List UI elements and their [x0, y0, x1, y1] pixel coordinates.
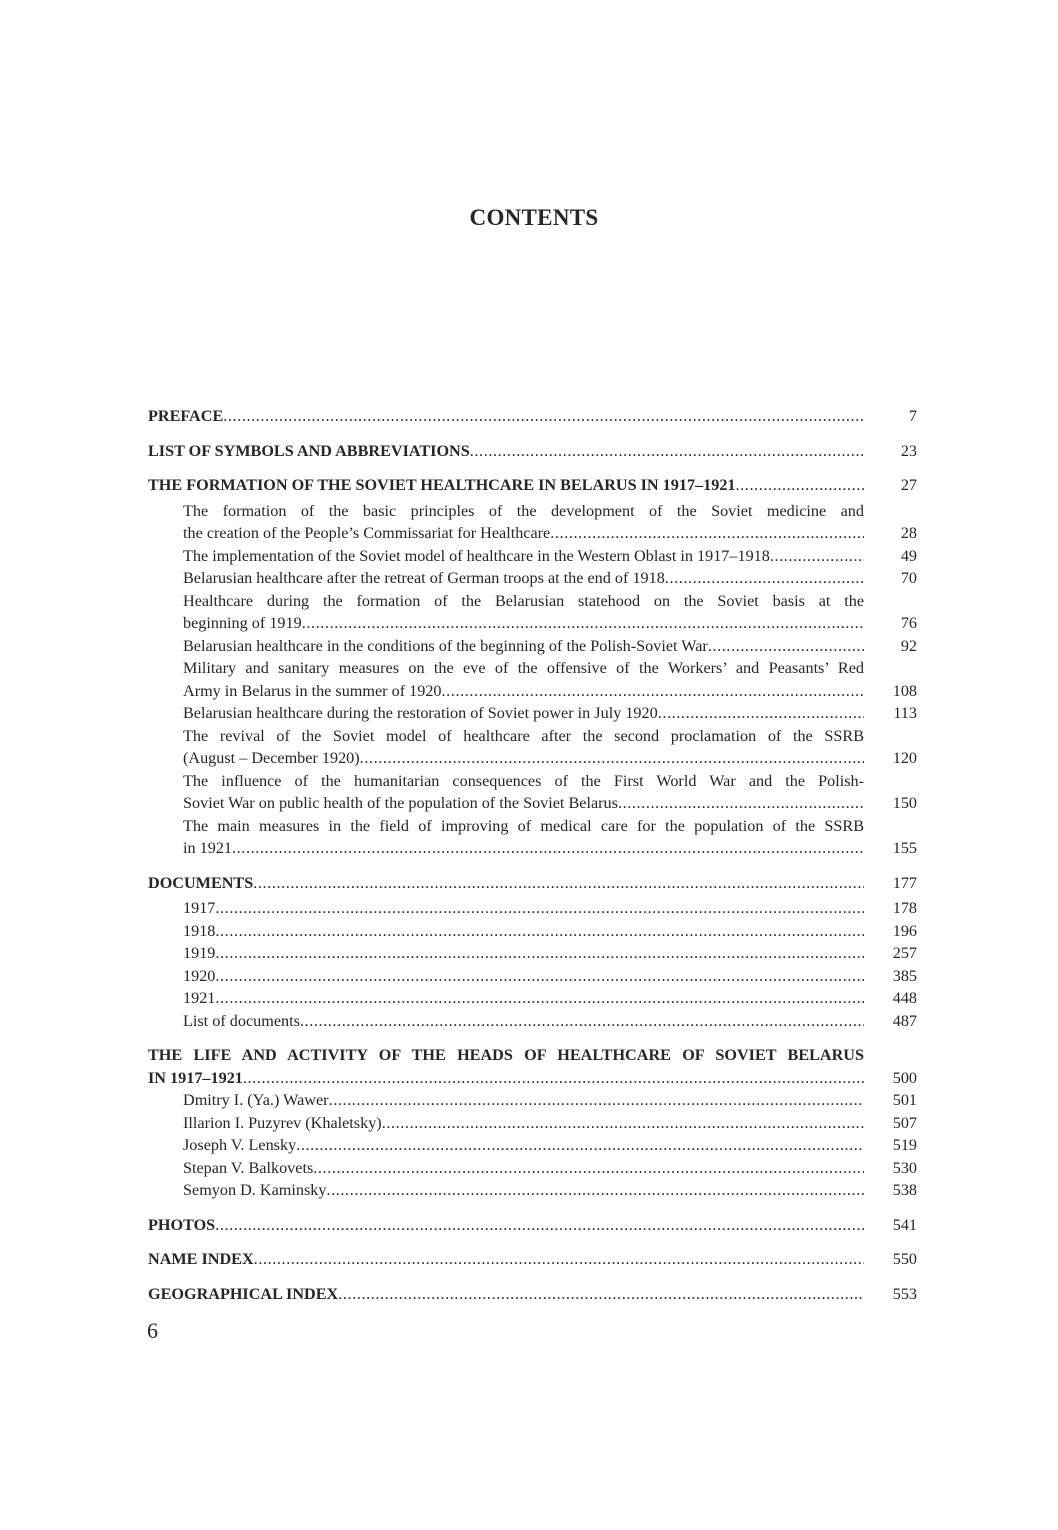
dot-leader	[708, 635, 864, 658]
dot-leader	[215, 942, 864, 965]
dot-leader	[470, 440, 864, 463]
dot-leader	[326, 1179, 864, 1202]
toc-page-number: 120	[892, 749, 917, 767]
toc-page-number: 553	[892, 1284, 917, 1303]
toc-page-number: 178	[892, 899, 917, 917]
toc-subsection	[148, 1089, 920, 1112]
toc-title: IN 1917–1921	[148, 1068, 243, 1087]
toc-title-line: Healthcare during the formation of the Belarusian statehood on the Soviet basis at the	[183, 591, 864, 610]
toc-page-number: 196	[892, 921, 917, 940]
toc-title-line: Military and sanitary measures on the eve of the offensive of the Workers’ and Peasants’ Red	[183, 659, 864, 677]
toc-title: Soviet War on public health of the population of the Soviet Belarus	[183, 794, 618, 812]
toc-title: List of documents	[183, 1011, 300, 1030]
toc-subsection	[148, 965, 920, 988]
toc-title: 1917	[183, 899, 216, 917]
dot-leader	[313, 1157, 864, 1180]
toc-page-number: 27	[900, 476, 917, 494]
toc-title-line: THE LIFE AND ACTIVITY OF THE HEADS OF HEALTHCARE OF SOVIET BELARUS	[148, 1046, 864, 1064]
toc-subsection	[148, 657, 920, 702]
dot-leader	[215, 920, 864, 943]
table-of-contents	[148, 405, 920, 1305]
dot-leader	[223, 405, 864, 428]
toc-page-number: 70	[900, 569, 917, 587]
toc-page-number: 507	[892, 1113, 917, 1132]
dot-leader	[329, 1089, 864, 1112]
toc-subsection	[148, 635, 920, 658]
toc-page-number: 538	[892, 1181, 917, 1199]
dot-leader	[215, 897, 864, 920]
dot-leader	[665, 567, 864, 590]
toc-section	[148, 440, 920, 463]
toc-title: Semyon D. Kaminsky	[183, 1181, 327, 1199]
toc-title: Belarusian healthcare during the restoration of Soviet power in July 1920	[183, 704, 658, 722]
toc-title: Belarusian healthcare after the retreat of German troops at the end of 1918	[183, 569, 665, 587]
toc-page-number: 448	[892, 989, 917, 1007]
toc-subsection	[148, 1157, 920, 1180]
dot-leader	[338, 1283, 864, 1306]
toc-title-line: The influence of the humanitarian consequences of the First World War and the Polish-	[183, 771, 864, 790]
toc-title: DOCUMENTS	[148, 873, 254, 892]
toc-page-number: 519	[892, 1136, 917, 1154]
toc-page-number: 541	[892, 1215, 917, 1234]
toc-subsection	[148, 567, 920, 590]
toc-page-number: 23	[900, 441, 917, 460]
toc-title: NAME INDEX	[148, 1250, 254, 1268]
toc-title: THE FORMATION OF THE SOVIET HEALTHCARE IN BELARUS IN 1917–1921	[148, 476, 736, 494]
toc-section	[148, 872, 920, 895]
page-number: 6	[147, 1318, 158, 1343]
toc-title: 1918	[183, 921, 216, 940]
toc-subsection	[148, 987, 920, 1010]
toc-page-number: 385	[892, 966, 917, 985]
toc-page-number: 550	[892, 1250, 917, 1268]
toc-page-number: 257	[892, 944, 917, 962]
toc-page-number: 7	[908, 407, 917, 425]
dot-leader	[618, 792, 864, 815]
page-title: CONTENTS	[469, 205, 599, 230]
toc-subsection	[148, 897, 920, 920]
toc-page-number: 530	[892, 1158, 917, 1177]
dot-leader	[658, 702, 864, 725]
toc-title: 1920	[183, 966, 216, 985]
toc-page-number: 49	[900, 546, 917, 565]
dot-leader	[300, 1010, 864, 1033]
toc-title: in 1921	[183, 839, 233, 857]
toc-subsection	[148, 1010, 920, 1033]
toc-title: LIST OF SYMBOLS AND ABBREVIATIONS	[148, 441, 470, 460]
toc-title: Illarion I. Puzyrev (Khaletsky)	[183, 1113, 382, 1132]
toc-subsection	[148, 1179, 920, 1202]
toc-subsection	[148, 920, 920, 943]
dot-leader	[215, 987, 864, 1010]
toc-page-number: 108	[892, 681, 917, 700]
toc-title: PHOTOS	[148, 1215, 216, 1234]
dot-leader	[215, 965, 864, 988]
toc-title: The implementation of the Soviet model of healthcare in the Western Oblast in 1917–1918	[183, 546, 770, 565]
dot-leader	[253, 872, 864, 895]
toc-section	[148, 474, 920, 497]
toc-section	[148, 1248, 920, 1271]
toc-subsection	[148, 725, 920, 770]
toc-section	[148, 405, 920, 428]
toc-subsection	[148, 815, 920, 860]
toc-page-number: 113	[893, 704, 917, 722]
toc-title: beginning of 1919	[183, 614, 302, 632]
toc-title: Dmitry I. (Ya.) Wawer	[183, 1091, 329, 1109]
toc-title: Belarusian healthcare in the conditions of the beginning of the Polish-Soviet War	[183, 636, 708, 655]
toc-page-number: 150	[892, 794, 917, 812]
toc-page-number: 76	[900, 614, 917, 632]
toc-section	[148, 1044, 920, 1089]
toc-page-number: 487	[892, 1011, 917, 1030]
toc-page-number: 155	[892, 839, 917, 857]
dot-leader	[550, 522, 864, 545]
toc-subsection	[148, 770, 920, 815]
toc-subsection	[148, 500, 920, 545]
toc-page-number: 501	[892, 1091, 917, 1109]
toc-title: 1919	[183, 944, 216, 962]
toc-subsection	[148, 942, 920, 965]
toc-subsection	[148, 545, 920, 568]
dot-leader	[215, 1214, 864, 1237]
toc-title-line: The main measures in the field of improving of medical care for the population of the SSRB	[183, 816, 864, 835]
toc-title-line: The revival of the Soviet model of healthcare after the second proclamation of the SSRB	[183, 726, 864, 745]
dot-leader	[232, 837, 864, 860]
toc-title: Joseph V. Lensky	[183, 1136, 297, 1154]
toc-subsection	[148, 1112, 920, 1135]
toc-title-line: The formation of the basic principles of the development of the Soviet medicine and	[183, 501, 864, 520]
toc-title: Army in Belarus in the summer of 1920	[183, 681, 442, 700]
toc-subsection	[148, 702, 920, 725]
dot-leader	[736, 474, 864, 497]
toc-title: PREFACE	[148, 407, 224, 425]
toc-title: 1921	[183, 989, 216, 1007]
toc-subsection	[148, 1134, 920, 1157]
toc-title: Stepan V. Balkovets	[183, 1158, 314, 1177]
dot-leader	[254, 1248, 864, 1271]
toc-title: the creation of the People’s Commissariat for Healthcare	[183, 524, 551, 542]
toc-section	[148, 1214, 920, 1237]
toc-title: GEOGRAPHICAL INDEX	[148, 1284, 339, 1303]
toc-section	[148, 1283, 920, 1306]
dot-leader	[442, 680, 864, 703]
dot-leader	[296, 1134, 864, 1157]
dot-leader	[243, 1067, 864, 1090]
dot-leader	[360, 747, 864, 770]
toc-page-number: 28	[900, 524, 917, 542]
dot-leader	[382, 1112, 864, 1135]
dot-leader	[770, 545, 864, 568]
toc-page-number: 92	[900, 636, 917, 655]
toc-page-number: 500	[892, 1068, 917, 1087]
dot-leader	[302, 612, 864, 635]
toc-page-number: 177	[892, 873, 917, 892]
toc-subsection	[148, 590, 920, 635]
toc-title: (August – December 1920)	[183, 749, 360, 767]
